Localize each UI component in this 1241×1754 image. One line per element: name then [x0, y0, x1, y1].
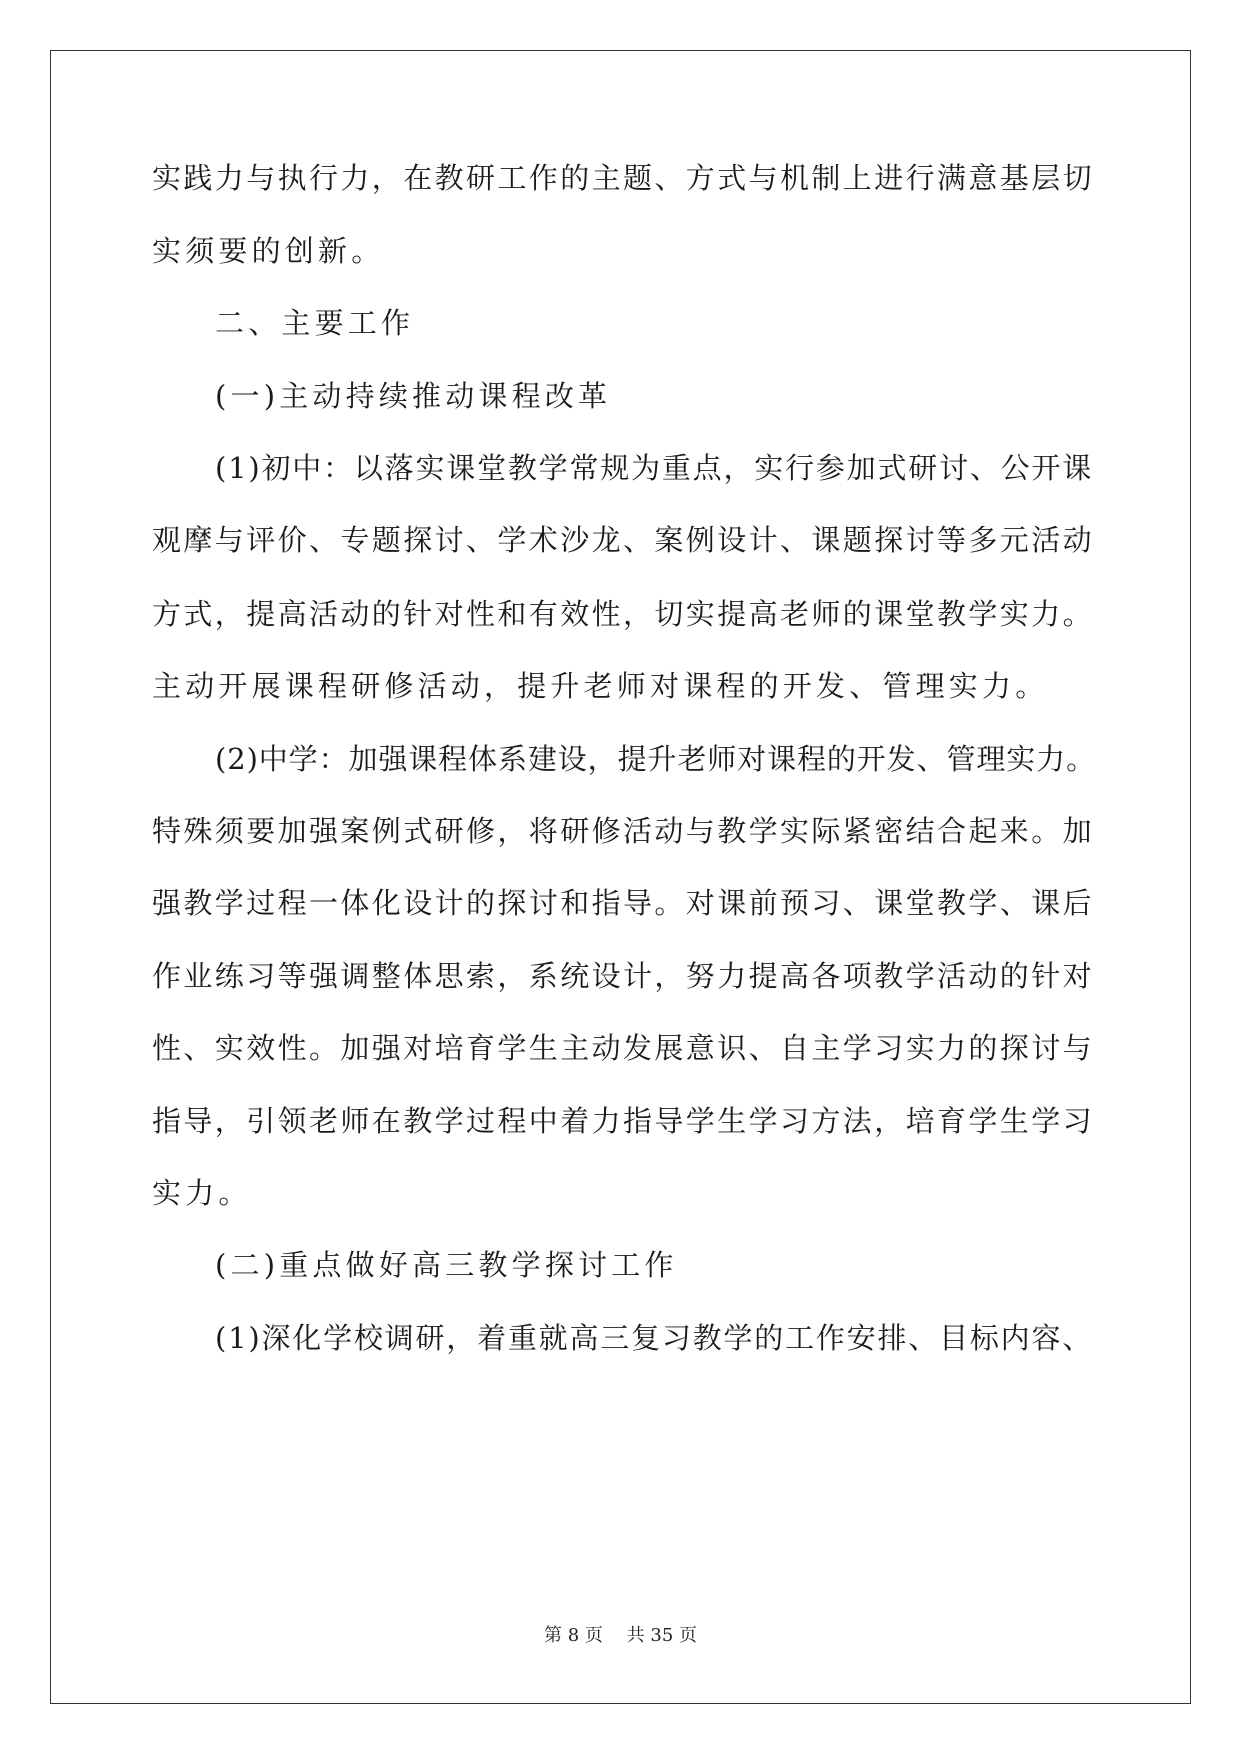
paragraph-line: 实须要的创新。: [152, 234, 385, 268]
paragraph-line-indented: (2)中学：加强课程体系建设，提升老师对课程的开发、管理实力。: [215, 742, 1096, 776]
paragraph-line-indented: (1)深化学校调研，着重就高三复习教学的工作安排、目标内容、: [215, 1321, 1094, 1355]
paragraph-line-indented: (二)重点做好高三教学探讨工作: [215, 1248, 678, 1282]
paragraph-line: 实力。: [152, 1176, 252, 1210]
paragraph-line-indented: (1)初中：以落实课堂教学常规为重点，实行参加式研讨、公开课: [215, 451, 1094, 485]
page-number-total: 共 35 页: [626, 1625, 697, 1646]
paragraph-line: 主动开展课程研修活动，提升老师对课程的开发、管理实力。: [152, 669, 1049, 703]
paragraph-line: 实践力与执行力，在教研工作的主题、方式与机制上进行满意基层切: [152, 161, 1095, 195]
paragraph-line-indented: (一)主动持续推动课程改革: [215, 379, 612, 413]
paragraph-line: 观摩与评价、专题探讨、学术沙龙、案例设计、课题探讨等多元活动: [152, 523, 1095, 557]
paragraph-line: 方式，提高活动的针对性和有效性，切实提高老师的课堂教学实力。: [152, 597, 1095, 631]
paragraph-line: 特殊须要加强案例式研修，将研修活动与教学实际紧密结合起来。加: [152, 814, 1095, 848]
page-footer: [0, 1625, 1241, 1647]
paragraph-line-indented: 二、主要工作: [215, 306, 415, 340]
page-number-current: 第 8 页: [544, 1625, 603, 1646]
paragraph-line: 指导，引领老师在教学过程中着力指导学生学习方法，培育学生学习: [152, 1104, 1095, 1138]
page-border: [50, 50, 1191, 1704]
paragraph-line: 性、实效性。加强对培育学生主动发展意识、自主学习实力的探讨与: [152, 1031, 1095, 1065]
paragraph-line: 强教学过程一体化设计的探讨和指导。对课前预习、课堂教学、课后: [152, 886, 1095, 920]
paragraph-line: 作业练习等强调整体思索，系统设计，努力提高各项教学活动的针对: [152, 959, 1095, 993]
